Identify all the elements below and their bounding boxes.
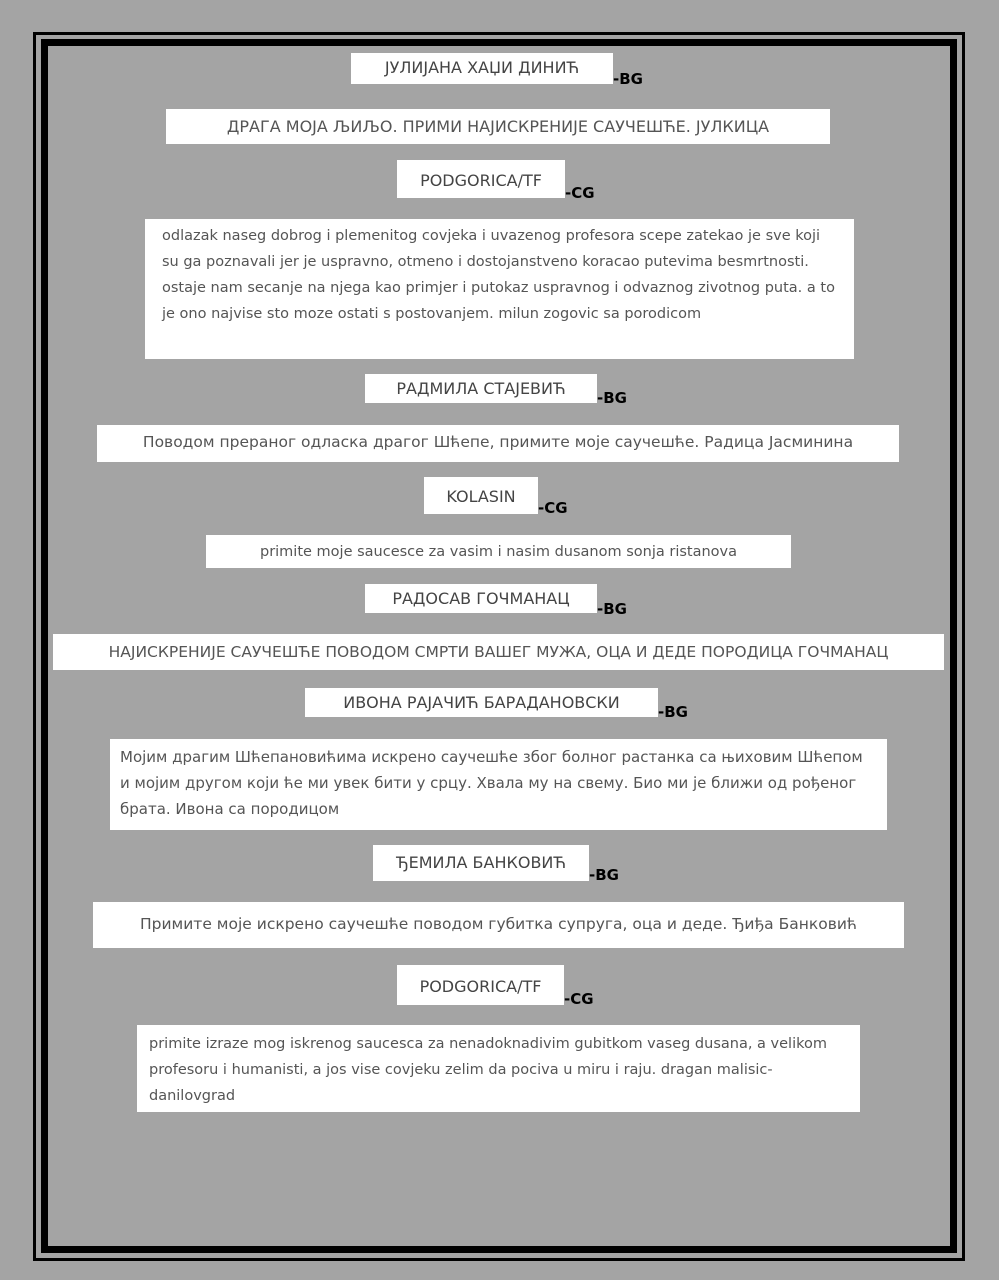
entry-message: primite izraze mog iskrenog saucesca za nenadoknadivim gubitkom vaseg dusana, a velikom profesoru i humanisti, a jos vise covjeku zelim da pociva u miru i raju. dragan malisic-danilovgrad (137, 1025, 860, 1112)
entry-tag: -CG (538, 499, 568, 517)
entry-tag: -BG (658, 703, 688, 721)
entry-tag: -CG (564, 990, 594, 1008)
entry-name: PODGORICA/TF (397, 965, 564, 1005)
entry-tag: -BG (597, 389, 627, 407)
entry-message: Мојим драгим Шћепановићима искрено саучешће због болног растанка са њиховим Шћепом и мојим другом који ће ми увек бити у срцу. Хвала му на свему. Био ми је ближи од рођеног брата. Ивона са породицом (110, 739, 887, 830)
entry-name: РАДОСАВ ГОЧМАНАЦ (365, 584, 597, 613)
entry-message: Примите моје искрено саучешће поводом губитка супруга, оца и деде. Ђиђа Банковић (93, 902, 904, 948)
entry-tag: -CG (565, 184, 595, 202)
entry-name: PODGORICA/TF (397, 160, 565, 198)
entry-name: РАДМИЛА СТАЈЕВИЋ (365, 374, 597, 403)
entry-message: ДРАГА МОЈА ЉИЉО. ПРИМИ НАЈИСКРЕНИЈЕ САУЧЕШЋЕ. ЈУЛКИЦА (166, 109, 830, 144)
entry-name: ЈУЛИЈАНА ХАЏИ ДИНИЋ (351, 53, 613, 84)
entry-tag: -BG (613, 70, 643, 88)
entry-tag: -BG (589, 866, 619, 884)
entry-name: ЂЕМИЛА БАНКОВИЋ (373, 845, 589, 881)
entry-name: ИВОНА РАЈАЧИЋ БАРАДАНОВСКИ (305, 688, 658, 717)
entry-message: Поводом прераног одласка драгог Шћепе, примите моје саучешће. Радица Јасминина (97, 425, 899, 462)
entry-message: primite moje saucesce za vasim i nasim dusanom sonja ristanova (206, 535, 791, 568)
entry-message: odlazak naseg dobrog i plemenitog covjeka i uvazenog profesora scepe zatekao je sve koji su ga poznavali jer je uspravno, otmeno i dostojanstveno koracao putevima besmrtnosti. ostaje nam secanje na njega kao primjer i putokaz uspravnog i odvaznog zivotnog puta. a to je ono najvise sto moze ostati s postovanjem. milun zogovic sa porodicom (145, 219, 854, 359)
entry-name: KOLASIN (424, 477, 538, 514)
entry-tag: -BG (597, 600, 627, 618)
entry-message: НАЈИСКРЕНИЈЕ САУЧЕШЋЕ ПОВОДОМ СМРТИ ВАШЕГ МУЖА, ОЦА И ДЕДЕ ПОРОДИЦА ГОЧМАНАЦ (53, 634, 944, 670)
